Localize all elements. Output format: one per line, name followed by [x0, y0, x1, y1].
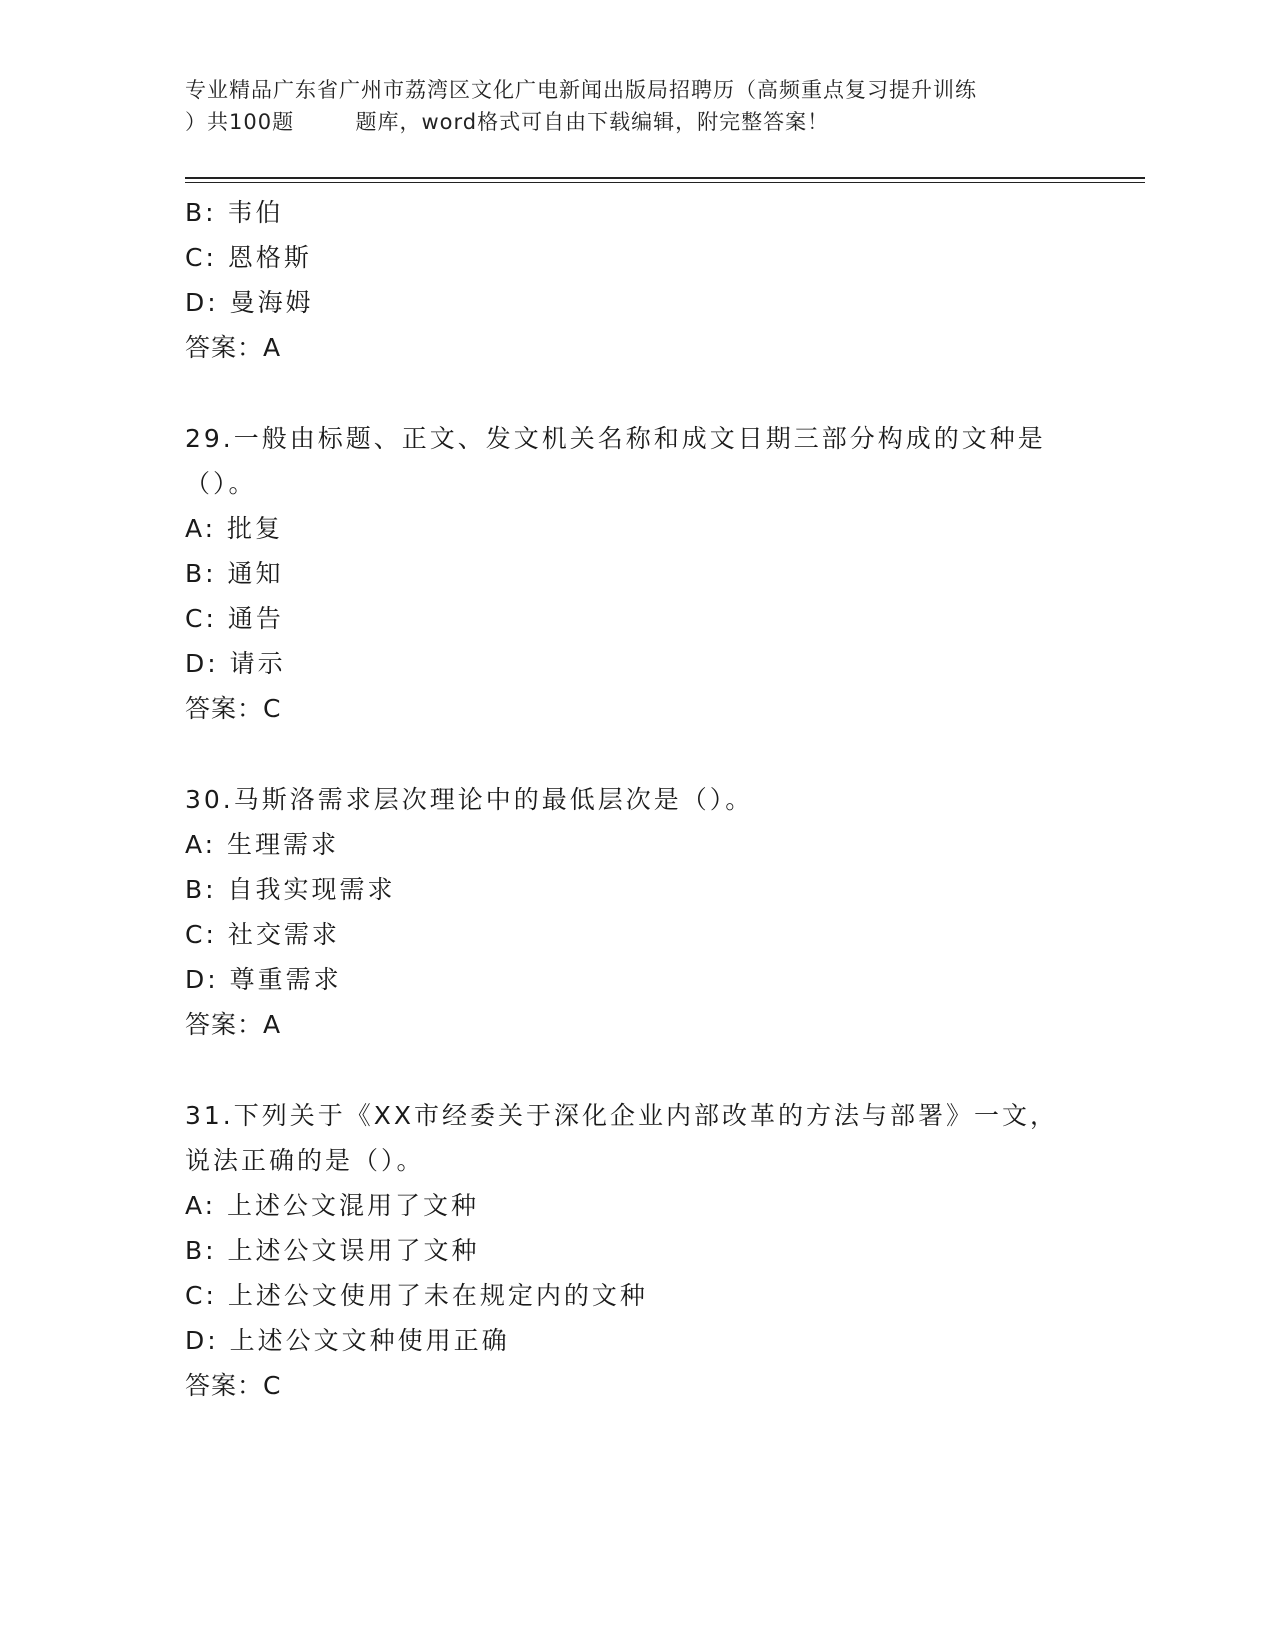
question-text-cont: （）。: [185, 469, 257, 498]
header-rule-thin: [185, 182, 1145, 183]
answer: 答案：C: [185, 694, 282, 723]
option-b: B: 通知: [185, 559, 284, 588]
question-text: 31.下列关于《XX市经委关于深化企业内部改革的方法与部署》一文，: [185, 1101, 1059, 1130]
question-list: [185, 190, 1085, 1408]
header-line-2: ）共100题 题库，word格式可自由下载编辑，附完整答案！: [185, 110, 830, 134]
question-30: [185, 777, 1085, 1047]
header-rule-thick: [185, 177, 1145, 179]
option-d: D: 曼海姆: [185, 288, 314, 317]
question-text: 30.马斯洛需求层次理论中的最低层次是（）。: [185, 785, 754, 814]
header-line-1: 专业精品广东省广州市荔湾区文化广电新闻出版局招聘历（高频重点复习提升训练: [185, 78, 977, 102]
option-c: C: 社交需求: [185, 920, 340, 949]
document-header: [185, 74, 1085, 138]
option-a: A: 生理需求: [185, 830, 340, 859]
answer: 答案：A: [185, 333, 282, 362]
question-28-continuation: [185, 190, 1085, 370]
option-b: B: 自我实现需求: [185, 875, 396, 904]
question-29: [185, 416, 1085, 731]
option-c: C: 恩格斯: [185, 243, 312, 272]
option-a: A: 上述公文混用了文种: [185, 1191, 480, 1220]
question-31: [185, 1093, 1085, 1408]
option-d: D: 上述公文文种使用正确: [185, 1326, 510, 1355]
option-c: C: 通告: [185, 604, 284, 633]
answer: 答案：A: [185, 1010, 282, 1039]
option-b: B: 上述公文误用了文种: [185, 1236, 480, 1265]
option-d: D: 尊重需求: [185, 965, 342, 994]
option-d: D: 请示: [185, 649, 286, 678]
question-text-cont: 说法正确的是（）。: [185, 1146, 425, 1175]
answer: 答案：C: [185, 1371, 282, 1400]
option-b: B: 韦伯: [185, 198, 284, 227]
option-c: C: 上述公文使用了未在规定内的文种: [185, 1281, 648, 1310]
question-text: 29.一般由标题、正文、发文机关名称和成文日期三部分构成的文种是: [185, 424, 1046, 453]
option-a: A: 批复: [185, 514, 284, 543]
